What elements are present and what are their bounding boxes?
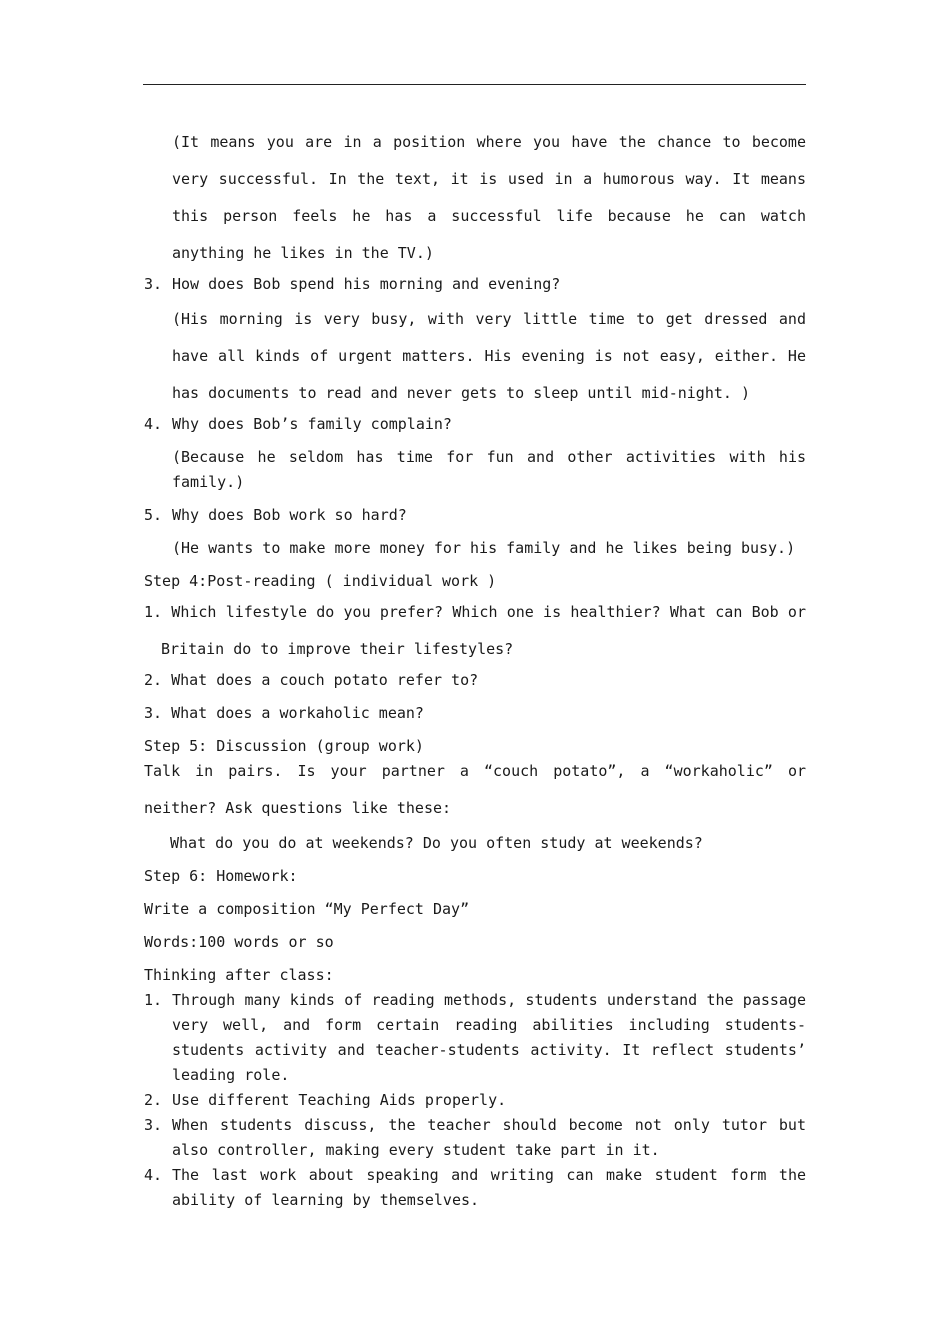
question-text: Why does Bob work so hard? bbox=[172, 506, 407, 524]
step5-example: What do you do at weekends? Do you often study at weekends? bbox=[170, 834, 703, 852]
question-number: 3. bbox=[144, 275, 163, 293]
question-number: 5. bbox=[144, 506, 163, 524]
question-5 bbox=[144, 503, 806, 528]
question-text: Why does Bob’s family complain? bbox=[172, 415, 452, 433]
step6-heading: Step 6: Homework: bbox=[144, 867, 298, 885]
question-3 bbox=[144, 272, 806, 297]
thinking-item-3 bbox=[144, 1113, 806, 1163]
step4-item-3: 3. What does a workaholic mean? bbox=[144, 704, 424, 722]
step4-item-1: 1. Which lifestyle do you prefer? Which one is healthier? What can Bob or Britain do to improve their lifestyles? bbox=[144, 603, 806, 658]
question-4 bbox=[144, 412, 806, 437]
thinking-number: 4. bbox=[144, 1166, 163, 1184]
answer-4: (Because he seldom has time for fun and other activities with his family.) bbox=[172, 448, 806, 491]
answer-3: (His morning is very busy, with very little time to get dressed and have all kinds of urgent matters. His evening is not easy, either. He has documents to read and never gets to sleep until mid-night. ) bbox=[172, 310, 806, 402]
question-text: How does Bob spend his morning and evening? bbox=[172, 275, 561, 293]
step6-words: Words:100 words or so bbox=[144, 933, 334, 951]
thinking-item-1 bbox=[144, 988, 806, 1088]
thinking-number: 2. bbox=[144, 1091, 163, 1109]
step6-task: Write a composition “My Perfect Day” bbox=[144, 900, 470, 918]
thinking-text: Use different Teaching Aids properly. bbox=[172, 1091, 507, 1109]
thinking-item-4 bbox=[144, 1163, 806, 1213]
thinking-heading: Thinking after class: bbox=[144, 966, 334, 984]
thinking-number: 1. bbox=[144, 991, 163, 1009]
step5-heading: Step 5: Discussion (group work) bbox=[144, 737, 424, 755]
thinking-item-2 bbox=[144, 1088, 806, 1113]
question-number: 4. bbox=[144, 415, 163, 433]
step4-item-2: 2. What does a couch potato refer to? bbox=[144, 671, 479, 689]
thinking-text: When students discuss, the teacher should become not only tutor but also controller, making every student take part in it. bbox=[172, 1116, 806, 1159]
thinking-number: 3. bbox=[144, 1116, 163, 1134]
header-rule bbox=[143, 84, 806, 85]
answer-2: (It means you are in a position where you have the chance to become very successful. In the text, it is used in a humorous way. It means this person feels he has a successful life because he can watch anything he likes in the TV.) bbox=[172, 133, 806, 262]
step4-heading: Step 4:Post-reading ( individual work ) bbox=[144, 572, 497, 590]
answer-5: (He wants to make more money for his family and he likes being busy.) bbox=[172, 539, 796, 557]
step5-text: Talk in pairs. Is your partner a “couch potato”, a “workaholic” or neither? Ask questions like these: bbox=[144, 762, 806, 817]
document-page bbox=[144, 124, 806, 1213]
thinking-text: Through many kinds of reading methods, students understand the passage very well, and form certain reading abilities including students-students activity and teacher-students activity. It reflect students’ leading role. bbox=[172, 991, 806, 1084]
thinking-text: The last work about speaking and writing can make student form the ability of learning by themselves. bbox=[172, 1166, 806, 1209]
thinking-list bbox=[144, 988, 806, 1213]
